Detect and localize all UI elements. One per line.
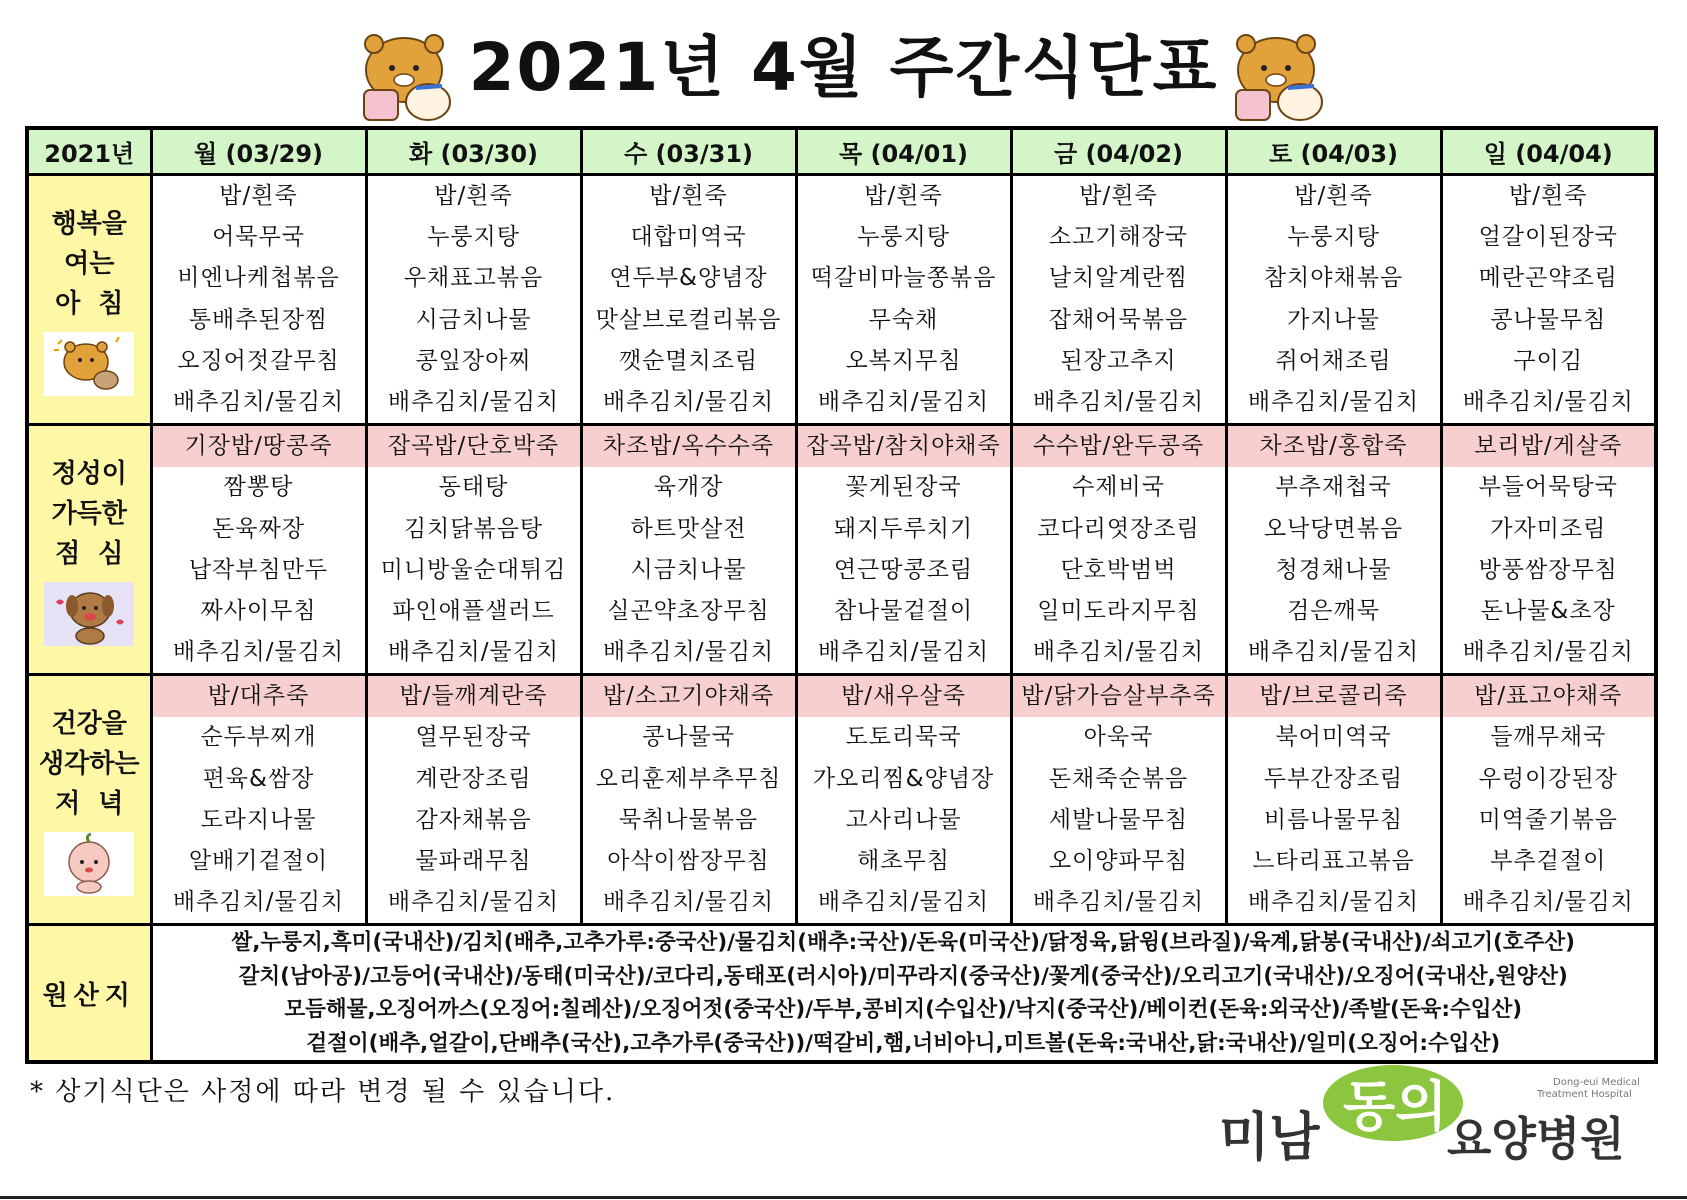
menu-item: 누룽지탕 [857,224,950,251]
hospital-name-right: 요양병원 [1447,1112,1625,1166]
lunch-day-cell [1011,425,1226,675]
menu-item-rice: 잡곡밥/참치야채죽 [798,426,1010,467]
menu-item: 쥐어채조림 [1275,347,1392,374]
hospital-logo [1215,1063,1655,1178]
meal-label-line: 정성이 [51,458,127,489]
dinner-day-cell [796,675,1011,925]
menu-item: 배추김치/물김치 [172,889,345,916]
menu-item: 들깨무채국 [1490,724,1607,751]
origin-line: 겉절이(배추,얼갈이,단배추(국산),고추가루(중국산))/떡갈비,햄,너비아니,미트볼(돈육:국내산,닭:국내산)/일미(오징어:수입산) [306,1030,1501,1056]
year-header: 2021년 [27,128,151,175]
menu-item: 누룽지탕 [427,224,520,251]
menu-item: 북어미역국 [1275,724,1392,751]
hospital-name-left: 미남 [1219,1108,1320,1168]
menu-item: 시금치나물 [415,306,532,333]
menu-item: 일미도라지무침 [1037,597,1200,624]
menu-item: 방풍쌈장무침 [1478,556,1618,583]
menu-item-rice: 차조밥/옥수수죽 [583,426,795,467]
menu-item: 배추김치/물김치 [387,639,560,666]
meal-label-line: 저 녁 [55,788,124,819]
menu-item: 배추김치/물김치 [387,388,560,415]
peach-character-icon [44,832,134,896]
menu-item: 가자미조림 [1490,515,1607,542]
page-title: 2021년 4월 주간식단표 [468,29,1219,106]
breakfast-day-cell [1226,175,1441,425]
menu-item: 떡갈비마늘쫑볶음 [810,265,997,292]
menu-item: 배추김치/물김치 [602,388,775,415]
menu-item: 우채표고볶음 [403,265,544,292]
menu-item: 배추김치/물김치 [387,889,560,916]
menu-item: 참나물겉절이 [833,597,974,624]
menu-item: 돈나물&초장 [1480,597,1616,624]
menu-item: 느타리표고볶음 [1252,848,1415,874]
menu-item: 배추김치/물김치 [817,388,990,415]
breakfast-row [27,175,1656,425]
menu-item: 오이양파무침 [1048,848,1189,874]
meal-label-line: 생각하는 [39,748,140,779]
menu-item: 콩나물국 [642,724,735,751]
menu-item-rice: 밥/닭가슴살부추죽 [1013,676,1225,717]
menu-item: 밥/흰죽 [864,183,943,209]
origin-label: 원산지 [27,925,151,1063]
menu-item: 오리훈제부추무침 [595,765,782,792]
menu-item: 날치알계란찜 [1048,265,1189,292]
menu-item: 배추김치/물김치 [1247,639,1420,666]
menu-item: 오낙당면볶음 [1263,515,1404,542]
hospital-eng-line1: Dong-eui Medical [1553,1077,1640,1088]
menu-item: 배추김치/물김치 [602,639,775,666]
day-header: 금 (04/02) [1011,128,1226,175]
menu-item: 두부간장조림 [1263,765,1404,792]
menu-item: 미니방울순대튀김 [380,556,567,583]
menu-item: 수제비국 [1072,474,1165,501]
menu-item: 구이김 [1513,347,1584,374]
menu-item: 가오리찜&양념장 [812,765,995,792]
lunch-day-cell [581,425,796,675]
menu-item: 돈채죽순볶음 [1048,765,1189,792]
ryan-cheering-icon [44,332,134,396]
menu-item: 밥/흰죽 [1079,183,1158,209]
menu-item: 얼갈이된장국 [1478,224,1618,251]
menu-item-rice: 밥/표고야채죽 [1443,676,1655,717]
meal-label-line: 여는 [64,248,115,279]
menu-item: 오징어젓갈무침 [177,347,340,374]
breakfast-day-cell [1011,175,1226,425]
menu-item: 묵취나물볶음 [618,806,759,833]
breakfast-day-cell [796,175,1011,425]
menu-item: 깻순멸치조림 [618,347,759,374]
breakfast-day-cell [366,175,581,425]
lunch-day-cell [1226,425,1441,675]
menu-item: 밥/흰죽 [649,183,728,209]
hospital-eng-line2: Treatment Hospital [1537,1089,1632,1100]
menu-item-rice: 밥/들깨계란죽 [368,676,580,717]
menu-item: 배추김치/물김치 [602,889,775,916]
menu-item: 참치야채볶음 [1263,265,1404,292]
menu-item: 콩잎장아찌 [415,347,532,374]
menu-item: 잡채어묵볶음 [1048,306,1189,333]
header-row [27,128,1656,175]
dinner-label [27,675,151,925]
menu-item: 파인애플샐러드 [392,597,555,624]
menu-item: 어묵무국 [212,224,305,251]
day-header: 목 (04/01) [796,128,1011,175]
lunch-row [27,425,1656,675]
day-header: 월 (03/29) [151,128,366,175]
menu-item: 고사리나물 [845,806,962,833]
menu-item: 김치닭볶음탕 [403,515,544,542]
menu-item: 순두부찌개 [200,724,317,751]
change-notice: * 상기식단은 사정에 따라 변경 될 수 있습니다. [30,1077,616,1107]
menu-item: 누룽지탕 [1287,224,1380,251]
day-header: 토 (04/03) [1226,128,1441,175]
menu-item-rice: 보리밥/게살죽 [1443,426,1655,467]
menu-item-rice: 잡곡밥/단호박죽 [368,426,580,467]
dinner-day-cell [1226,675,1441,925]
menu-item: 배추김치/물김치 [1247,889,1420,916]
dinner-day-cell [366,675,581,925]
menu-item: 가지나물 [1287,306,1380,333]
menu-item-rice: 수수밥/완두콩죽 [1013,426,1225,467]
menu-item: 배추김치/물김치 [1462,388,1634,415]
menu-item: 밥/흰죽 [1294,183,1373,209]
breakfast-day-cell [1441,175,1656,425]
menu-item: 청경채나물 [1275,556,1392,583]
menu-item: 돼지두루치기 [833,515,974,542]
breakfast-day-cell [581,175,796,425]
ryan-mascot-icon [346,28,462,126]
origin-line: 갈치(남아공)/고등어(국내산)/동태(미국산)/코다리,동태포(러시아)/미꾸라지(중국산)/꽃게(중국산)/오리고기(국내산)/오징어(국내산,원양산) [238,963,1568,989]
ryan-mascot-icon [1218,28,1334,126]
menu-item: 통배추된장찜 [188,306,329,333]
menu-item: 하트맛살전 [630,515,747,542]
origin-line: 쌀,누룽지,흑미(국내산)/김치(배추,고추가루:중국산)/물김치(배추:국산)/돈육(미국산)/닭정육,닭윙(브라질)/육계,닭봉(국내산)/쇠고기(호주산) [231,930,1575,956]
menu-item-rice: 밥/브로콜리죽 [1228,676,1440,717]
menu-item: 비름나물무침 [1263,806,1404,833]
menu-item: 단호박범벅 [1060,556,1177,583]
origin-info [151,925,1656,1063]
menu-item: 우렁이강된장 [1478,765,1618,792]
dinner-day-cell [581,675,796,925]
menu-item: 배추김치/물김치 [1032,639,1205,666]
lunch-day-cell [796,425,1011,675]
menu-item: 납작부침만두 [188,556,329,583]
lunch-label [27,425,151,675]
menu-item: 알배기겉절이 [188,848,329,874]
day-header: 화 (03/30) [366,128,581,175]
menu-item: 부추재첩국 [1275,474,1392,501]
menu-item: 시금치나물 [630,556,747,583]
dog-character-icon [44,582,134,646]
breakfast-day-cell [151,175,366,425]
menu-item: 밥/흰죽 [219,183,298,209]
menu-item-rice: 밥/새우살죽 [798,676,1010,717]
dinner-day-cell [1441,675,1656,925]
menu-item: 꽃게된장국 [845,474,962,501]
origin-line: 모듬해물,오징어까스(오징어:칠레산)/오징어젓(중국산)/두부,콩비지(수입산)/낙지(중국산)/베이컨(돈육:외국산)/족발(돈육:수입산) [284,997,1523,1023]
menu-item: 부추겉절이 [1490,848,1607,874]
dinner-day-cell [151,675,366,925]
menu-item: 배추김치/물김치 [172,388,345,415]
meal-label-line: 건강을 [51,708,127,739]
menu-item: 밥/흰죽 [1509,183,1588,209]
menu-item: 감자채볶음 [415,806,532,833]
breakfast-label [27,175,151,425]
menu-item: 코다리엿장조림 [1037,515,1200,542]
menu-item: 검은깨묵 [1287,597,1380,624]
menu-item: 도토리묵국 [845,724,962,751]
meal-label-line: 아 침 [55,288,124,319]
menu-item: 실곤약초장무침 [607,597,770,624]
day-header: 일 (04/04) [1441,128,1656,175]
menu-item: 배추김치/물김치 [1247,388,1420,415]
menu-item: 계란장조림 [415,765,532,792]
menu-item: 짬뽕탕 [223,474,294,501]
menu-item: 배추김치/물김치 [1462,639,1634,666]
lunch-day-cell [151,425,366,675]
menu-item: 돈육짜장 [212,515,305,542]
menu-item: 소고기해장국 [1048,224,1189,251]
weekly-menu-table [25,126,1658,1064]
menu-item: 편육&쌈장 [202,765,315,792]
menu-item: 연근땅콩조림 [833,556,974,583]
menu-item: 짜사이무침 [200,597,317,624]
menu-item: 미역줄기볶음 [1478,806,1618,833]
day-header: 수 (03/31) [581,128,796,175]
meal-label-line: 가득한 [51,498,127,529]
dinner-row [27,675,1656,925]
menu-item: 맛살브로컬리볶음 [595,306,782,333]
meal-label-line: 행복을 [51,208,127,239]
page-bottom-border [0,1196,1687,1199]
origin-row [27,925,1656,1063]
menu-item: 배추김치/물김치 [817,889,990,916]
menu-item: 배추김치/물김치 [172,639,345,666]
menu-item: 된장고추지 [1060,347,1177,374]
lunch-day-cell [366,425,581,675]
menu-item: 무숙채 [868,306,939,333]
menu-item: 세발나물무침 [1048,806,1189,833]
menu-item: 배추김치/물김치 [1462,889,1634,916]
menu-item: 부들어묵탕국 [1478,474,1618,501]
menu-item: 배추김치/물김치 [817,639,990,666]
menu-item: 배추김치/물김치 [1032,889,1205,916]
menu-item-rice: 밥/대추죽 [153,676,365,717]
menu-item: 해초무침 [857,848,950,874]
lunch-day-cell [1441,425,1656,675]
menu-item: 콩나물무침 [1490,306,1607,333]
menu-item: 연두부&양념장 [609,265,768,292]
menu-item: 오복지무침 [845,347,962,374]
dinner-day-cell [1011,675,1226,925]
menu-item-rice: 밥/소고기야채죽 [583,676,795,717]
menu-item: 도라지나물 [200,806,317,833]
menu-item-rice: 기장밥/땅콩죽 [153,426,365,467]
menu-item: 비엔나케첩볶음 [177,265,340,292]
menu-item: 아욱국 [1083,724,1154,751]
meal-label-line: 점 심 [55,538,124,569]
menu-item: 열무된장국 [415,724,532,751]
menu-item: 육개장 [653,474,724,501]
hospital-name-mid: 동의 [1343,1075,1448,1138]
menu-item: 메란곤약조림 [1478,265,1618,292]
menu-item: 대합미역국 [630,224,747,251]
menu-item-rice: 차조밥/홍합죽 [1228,426,1440,467]
menu-item: 밥/흰죽 [434,183,513,209]
menu-item: 동태탕 [438,474,509,501]
menu-item: 물파래무침 [415,848,532,874]
menu-item: 배추김치/물김치 [1032,388,1205,415]
menu-item: 아삭이쌈장무침 [607,848,770,874]
